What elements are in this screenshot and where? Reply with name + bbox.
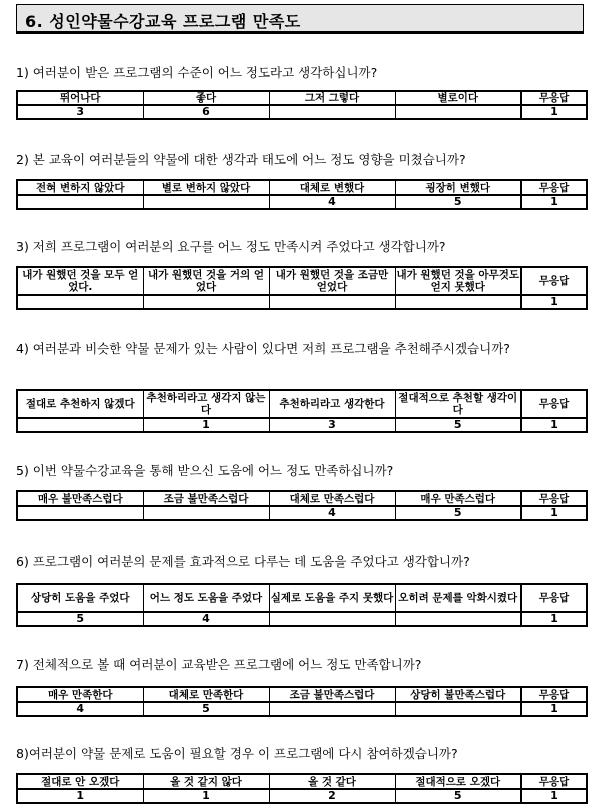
q2-header-2: 별로 변하지 않았다 — [143, 180, 269, 195]
q5-header-2: 조금 불만족스럽다 — [143, 491, 269, 506]
q3-value-5: 1 — [521, 295, 587, 309]
q7-header-5: 무응답 — [521, 687, 587, 702]
q1-header-2: 좋다 — [143, 91, 269, 105]
q8-value-2: 1 — [143, 789, 269, 803]
q5-header-5: 무응답 — [521, 491, 587, 506]
q1-value-1: 3 — [17, 105, 143, 119]
q3-header-2: 내가 원했던 것을 거의 얻었다 — [143, 267, 269, 295]
q6-value-5: 1 — [521, 612, 587, 626]
q8-header-5: 무응답 — [521, 774, 587, 789]
q8-value-4: 5 — [395, 789, 521, 803]
question-2-table — [16, 179, 588, 210]
q2-header-4: 굉장히 변했다 — [395, 180, 521, 195]
q4-value-1 — [17, 418, 143, 432]
q6-header-3: 실제로 도움을 주지 못했다 — [269, 584, 395, 612]
q5-header-1: 매우 불만족스럽다 — [17, 491, 143, 506]
q8-value-3: 2 — [269, 789, 395, 803]
question-2-text: 2) 본 교육이 여러분들의 약물에 대한 생각과 태도에 어느 정도 영향을 미쳤습니까? — [16, 152, 466, 167]
q3-value-4 — [395, 295, 521, 309]
q1-value-2: 6 — [143, 105, 269, 119]
q2-value-5: 1 — [521, 195, 587, 209]
question-3-text: 3) 저희 프로그램이 여러분의 요구를 어느 정도 만족시켜 주었다고 생각합니까? — [16, 239, 446, 254]
q5-value-1 — [17, 506, 143, 520]
q6-header-4: 오히려 문제를 악화시켰다 — [395, 584, 521, 612]
q5-value-2 — [143, 506, 269, 520]
q2-header-5: 무응답 — [521, 180, 587, 195]
q1-header-3: 그저 그렇다 — [269, 91, 395, 105]
question-4-text: 4) 여러분과 비슷한 약물 문제가 있는 사람이 있다면 저희 프로그램을 추천해주시겠습니까? — [16, 341, 510, 356]
question-6-text: 6) 프로그램이 여러분의 문제를 효과적으로 다루는 데 도움을 주었다고 생각합니까? — [16, 554, 470, 569]
q3-header-5: 무응답 — [521, 267, 587, 295]
q7-header-1: 매우 만족한다 — [17, 687, 143, 702]
q3-header-3: 내가 원했던 것을 조금만 얻었다 — [269, 267, 395, 295]
q2-value-4: 5 — [395, 195, 521, 209]
q7-value-4 — [395, 702, 521, 716]
q4-header-3: 추천하리라고 생각한다 — [269, 390, 395, 418]
q4-value-3: 3 — [269, 418, 395, 432]
q8-header-1: 절대로 안 오겠다 — [17, 774, 143, 789]
q5-header-3: 대체로 만족스럽다 — [269, 491, 395, 506]
question-8-table — [16, 773, 588, 804]
q3-value-2 — [143, 295, 269, 309]
q8-header-3: 올 것 같다 — [269, 774, 395, 789]
q8-header-4: 절대적으로 오겠다 — [395, 774, 521, 789]
q2-header-3: 대체로 변했다 — [269, 180, 395, 195]
q3-header-4: 내가 원했던 것을 아무것도 얻지 못했다 — [396, 269, 520, 293]
q7-value-5: 1 — [521, 702, 587, 716]
question-7-text: 7) 전체적으로 볼 때 여러분이 교육받은 프로그램에 어느 정도 만족합니까? — [16, 657, 422, 672]
q1-value-5: 1 — [521, 105, 587, 119]
question-3-table — [16, 266, 588, 310]
question-1-table — [16, 90, 588, 120]
q6-header-1: 상당히 도움을 주었다 — [17, 584, 143, 612]
q7-header-2: 대체로 만족한다 — [143, 687, 269, 702]
q3-value-1 — [17, 295, 143, 309]
q4-header-2: 추천하리라고 생각지 않는다 — [143, 390, 269, 418]
q4-header-1: 절대로 추천하지 않겠다 — [17, 390, 143, 418]
q1-header-1: 뛰어나다 — [17, 91, 143, 105]
q8-value-1: 1 — [17, 789, 143, 803]
q3-value-3 — [269, 295, 395, 309]
q6-value-3 — [269, 612, 395, 626]
q4-value-2: 1 — [143, 418, 269, 432]
q2-value-2 — [143, 195, 269, 209]
q6-header-5: 무응답 — [521, 584, 587, 612]
section-title: 6. 성인약물수강교육 프로그램 만족도 — [25, 12, 301, 31]
q5-value-4: 5 — [395, 506, 521, 520]
question-4-table — [16, 389, 588, 433]
question-5-table — [16, 490, 588, 521]
q6-value-2: 4 — [143, 612, 269, 626]
q8-value-5: 1 — [521, 789, 587, 803]
question-7-table — [16, 686, 588, 717]
q7-value-1: 4 — [17, 702, 143, 716]
q4-header-4: 절대적으로 추천할 생각이다 — [395, 390, 521, 418]
q1-header-5: 무응답 — [521, 91, 587, 105]
q7-value-2: 5 — [143, 702, 269, 716]
q1-value-3 — [269, 105, 395, 119]
q8-header-2: 올 것 같지 않다 — [143, 774, 269, 789]
q4-value-5: 1 — [521, 418, 587, 432]
question-5-text: 5) 이번 약물수강교육을 통해 받으신 도움에 어느 정도 만족하십니까? — [16, 463, 394, 478]
q7-header-3: 조금 불만족스럽다 — [269, 687, 395, 702]
q5-value-5: 1 — [521, 506, 587, 520]
q6-header-2: 어느 정도 도움을 주었다 — [143, 584, 269, 612]
question-6-table — [16, 583, 588, 627]
q2-header-1: 전혀 변하지 않았다 — [17, 180, 143, 195]
q7-value-3 — [269, 702, 395, 716]
q1-value-4 — [395, 105, 521, 119]
q2-value-3: 4 — [269, 195, 395, 209]
q7-header-4: 상당히 불만족스럽다 — [395, 687, 521, 702]
question-8-text: 8)여러분이 약물 문제로 도움이 필요할 경우 이 프로그램에 다시 참여하겠습니까? — [16, 746, 458, 761]
q5-header-4: 매우 만족스럽다 — [395, 491, 521, 506]
q4-header-5: 무응답 — [521, 390, 587, 418]
q2-value-1 — [17, 195, 143, 209]
q4-value-4: 5 — [395, 418, 521, 432]
q1-header-4: 별로이다 — [395, 91, 521, 105]
q6-value-1: 5 — [17, 612, 143, 626]
question-1-text: 1) 여러분이 받은 프로그램의 수준이 어느 정도라고 생각하십니까? — [16, 65, 378, 80]
section-title-box — [16, 4, 584, 34]
q3-header-1: 내가 원했던 것을 모두 얻었다. — [17, 267, 143, 295]
q6-value-4 — [395, 612, 521, 626]
q5-value-3: 4 — [269, 506, 395, 520]
